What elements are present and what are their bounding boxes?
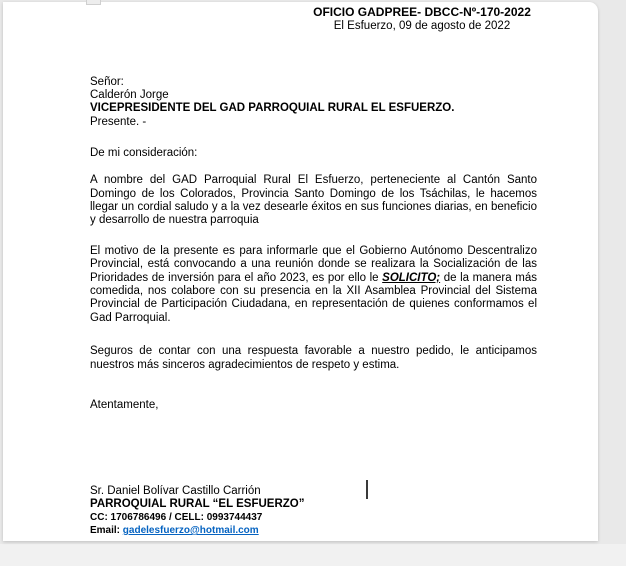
cc-cell-line: CC: 1706786496 / CELL: 0993744437 bbox=[90, 511, 263, 523]
closing-line: Atentamente, bbox=[90, 399, 159, 412]
signature-block bbox=[90, 485, 537, 538]
recipient-name: Calderón Jorge bbox=[90, 89, 169, 102]
recipient-salutation: Señor: bbox=[90, 76, 124, 88]
email-label: Email: bbox=[90, 525, 123, 536]
recipient-title: VICEPRESIDENTE DEL GAD PARROQUIAL RURAL EL ESFUERZO. bbox=[90, 102, 455, 115]
paragraph-2-text-after: de la manera más comedida, nos colabore con su presencia en la XII Asamblea Provincial del Sistema Provincial de Participación Ciudadana, en representación de quienes conformamos el Gad Parroquial. bbox=[90, 271, 537, 324]
signer-organization: PARROQUIAL RURAL “EL ESFUERZO” bbox=[90, 498, 305, 510]
letter-content bbox=[3, 2, 598, 537]
solicito-emphasis: SOLICITO; bbox=[382, 271, 441, 284]
text-cursor bbox=[366, 480, 368, 499]
office-number: OFICIO GADPREE- DBCC-Nº-170-2022 bbox=[313, 5, 531, 19]
recipient-block bbox=[90, 76, 537, 129]
recipient-present: Presente. - bbox=[90, 115, 147, 128]
letter-header bbox=[291, 5, 553, 33]
cropped-ui-fragment bbox=[86, 0, 101, 5]
paragraph-3: Seguros de contar con una respuesta favorable a nuestro pedido, le anticipamos nuestros más sinceros agradecimientos de respeto y estima. bbox=[90, 345, 537, 371]
greeting-line: De mi consideración: bbox=[90, 146, 198, 159]
document-page[interactable] bbox=[3, 2, 598, 541]
email-link[interactable]: gadelesfuerzo@hotmail.com bbox=[122, 525, 259, 536]
paragraph-2 bbox=[90, 245, 537, 325]
paragraph-2-text-before: El motivo de la presente es para informarle que el Gobierno Autónomo Descentralizo Provincial, está convocando a una reunión donde se realizara la Socialización de las Prioridades de inversión para el año 2023, es por ello le bbox=[90, 244, 537, 284]
paragraph-1: A nombre del GAD Parroquial Rural El Esfuerzo, perteneciente al Cantón Santo Domingo de los Colorados, Provincia Santo Domingo de los Tsáchilas, le hacemos llegar un cordial saludo y a la vez desearle éxitos en sus funciones diarias, en beneficio y desarrollo de nuestra parroquia bbox=[90, 174, 537, 227]
signer-name: Sr. Daniel Bolívar Castillo Carrión bbox=[90, 484, 261, 497]
date-line: El Esfuerzo, 09 de agosto de 2022 bbox=[333, 20, 511, 32]
email-line bbox=[90, 524, 537, 537]
